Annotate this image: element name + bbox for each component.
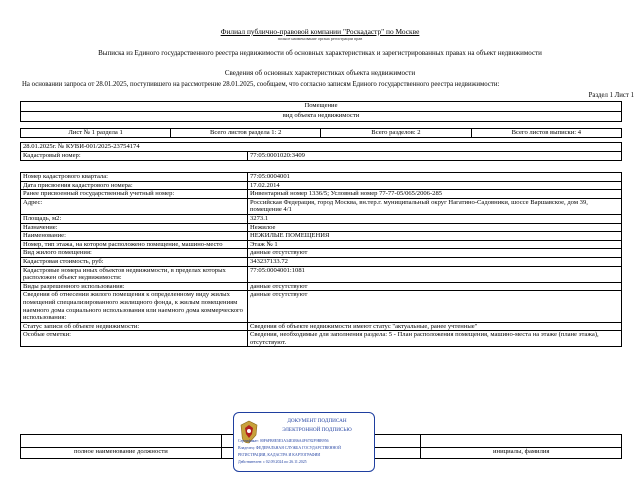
stamp-owner-2: РЕГИСТРАЦИИ, КАДАСТРА И КАРТОГРАФИИ	[238, 453, 321, 457]
table-row	[21, 331, 622, 347]
stamp-owner: Владелец: ФЕДЕРАЛЬНАЯ СЛУЖБА ГОСУДАРСТВЕННОЙ	[238, 446, 341, 450]
table-row	[21, 181, 622, 190]
stamp-certificate: Сертификат: 00F6FB8E5E3A34E3B6A4F6782F9BB956	[238, 439, 329, 443]
table-row	[21, 223, 622, 232]
row-label: Площадь, м2:	[21, 214, 248, 223]
row-value: 17.02.2014	[248, 181, 622, 190]
row-label: Ранее присвоенный государственный учетный номер:	[21, 190, 248, 199]
row-value: 77:05:0004001:1081	[248, 266, 622, 282]
name-cell	[421, 435, 622, 448]
object-type: Помещение	[21, 102, 622, 112]
section-sheet-label: Раздел 1 Лист 1	[588, 92, 634, 99]
total-section-sheets: Всего листов раздела 1: 2	[171, 129, 321, 138]
row-label: Наименование:	[21, 232, 248, 241]
table-row	[21, 214, 622, 223]
row-label: Кадастровая стоимость, руб:	[21, 257, 248, 266]
document-title: Выписка из Единого государственного реестра недвижимости об основных характеристиках и зарегистрированных правах на объект недвижимости	[98, 49, 542, 57]
sheets-table	[20, 128, 622, 138]
row-label: Дата присвоения кадастрового номера:	[21, 181, 248, 190]
electronic-signature-stamp	[233, 412, 375, 472]
total-extract-sheets: Всего листов выписки: 4	[471, 129, 621, 138]
row-value: данные отсутствуют	[248, 291, 622, 322]
row-label: Кадастровые номера иных объектов недвижимости, в пределах которых расположен объект недвижимости:	[21, 266, 248, 282]
characteristics-table	[20, 172, 622, 347]
position-caption: полное наименование должности	[21, 448, 222, 459]
org-name: Филиал публично-правовой компании "Роскадастр" по Москве	[220, 27, 420, 36]
table-row	[21, 266, 622, 282]
row-value: Инвентарный номер 1336/5; Условный номер 77-77-05/065/2006-285	[248, 190, 622, 199]
cadastral-number-label: Кадастровый номер:	[21, 152, 248, 161]
row-value: Этаж № 1	[248, 240, 622, 249]
table-row	[21, 322, 622, 331]
request-basis: На основании запроса от 28.01.2025, поступившего на рассмотрение 28.01.2025, сообщаем, что согласно записям Единого государственного реестра недвижимости:	[22, 81, 500, 88]
total-sections: Всего разделов: 2	[321, 129, 471, 138]
table-row	[21, 232, 622, 241]
identification-table	[20, 142, 622, 161]
row-label: Адрес:	[21, 198, 248, 214]
row-value: 77:05:0004001	[248, 173, 622, 182]
row-label: Вид жилого помещения:	[21, 249, 248, 258]
cadastral-number-value: 77:05:0001020:3409	[248, 152, 622, 161]
row-value: данные отсутствуют	[248, 282, 622, 291]
table-row	[21, 291, 622, 322]
table-row	[21, 257, 622, 266]
row-label: Сведения об отнесении жилого помещения к определенному виду жилых помещений специализированного жилищного фонда, к жилым помещениям наемного дома социального использования или наемного дома коммерческого использования:	[21, 291, 248, 322]
org-name-caption: полное наименование органа регистрации прав	[277, 36, 363, 41]
row-value: Сведения, необходимые для заполнения раздела: 5 - План расположения помещения, машино-места на этаже (плане этажа), отсутствуют.	[248, 331, 622, 347]
stamp-line-2: ЭЛЕКТРОННОЙ ПОДПИСЬЮ	[282, 427, 352, 433]
row-label: Виды разрешенного использования:	[21, 282, 248, 291]
extract-date-number: 28.01.2025г. № КУВИ-001/2025-23754174	[21, 143, 622, 152]
table-row	[21, 249, 622, 258]
stamp-validity: Действителен: с 02.09.2024 по 26.11.2025	[238, 460, 307, 464]
row-value: Нежилое	[248, 223, 622, 232]
stamp-line-1: ДОКУМЕНТ ПОДПИСАН	[287, 418, 347, 424]
position-cell	[21, 435, 222, 448]
name-caption: инициалы, фамилия	[421, 448, 622, 459]
table-row	[21, 282, 622, 291]
section-title: Сведения об основных характеристиках объекта недвижимости	[224, 69, 416, 77]
row-label: Статус записи об объекте недвижимости:	[21, 322, 248, 331]
row-value: НЕЖИЛЫЕ ПОМЕЩЕНИЯ	[248, 232, 622, 241]
row-value: Сведения об объекте недвижимости имеют статус "актуальные, ранее учтенные"	[248, 322, 622, 331]
sheet-number: Лист № 1 раздела 1	[21, 129, 171, 138]
row-value: 343237133.72	[248, 257, 622, 266]
table-row	[21, 240, 622, 249]
row-value: данные отсутствуют	[248, 249, 622, 258]
row-label: Особые отметки:	[21, 331, 248, 347]
row-value: Российская Федерация, город Москва, вн.тер.г. муниципальный округ Нагатино-Садовники, шоссе Варшавское, дом 39, помещение 4/1	[248, 198, 622, 214]
row-label: Номер кадастрового квартала:	[21, 173, 248, 182]
row-label: Назначение:	[21, 223, 248, 232]
row-value: 3273.1	[248, 214, 622, 223]
row-label: Номер, тип этажа, на котором расположено помещение, машино-место	[21, 240, 248, 249]
table-row	[21, 173, 622, 182]
table-row	[21, 198, 622, 214]
table-row	[21, 190, 622, 199]
object-type-table	[20, 101, 622, 122]
object-type-caption: вид объекта недвижимости	[21, 112, 622, 122]
